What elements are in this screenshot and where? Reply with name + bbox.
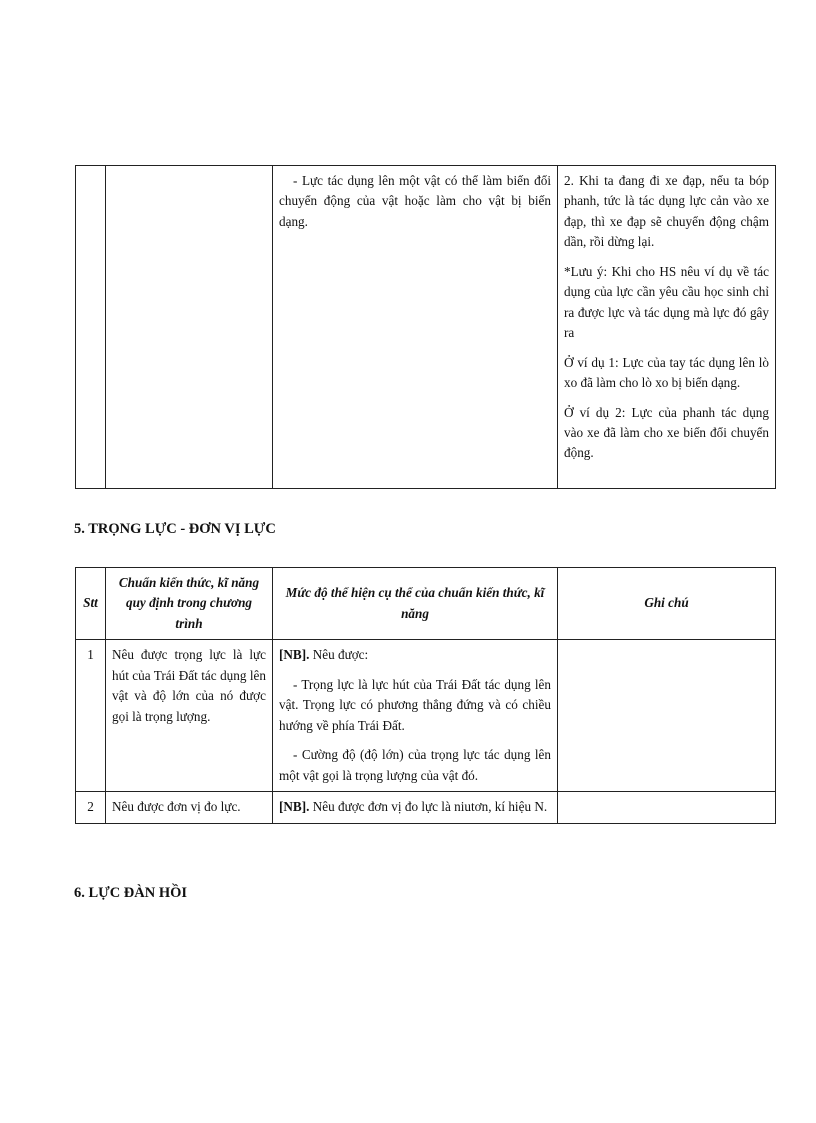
stt-cell: 1 <box>76 640 106 792</box>
level-item: - Cường độ (độ lớn) của trọng lực tác dụng lên một vật gọi là trọng lượng của vật đó. <box>279 747 551 783</box>
level-intro <box>279 645 551 665</box>
continuation-table <box>75 165 776 489</box>
note-paragraph: 2. Khi ta đang đi xe đạp, nếu ta bóp phanh, tức là tác dụng lực cản vào xe đạp, thì xe đạp sẽ chuyển động chậm dần, rồi dừng lại. <box>564 173 769 250</box>
level-lead: Nêu được: <box>312 647 369 663</box>
header-note: Ghi chú <box>558 568 776 640</box>
stt-cell: 2 <box>76 792 106 823</box>
standard-text: Nêu được đơn vị đo lực. <box>112 799 241 815</box>
note-paragraph: Ở ví dụ 2: Lực của phanh tác dụng vào xe đã làm cho xe biến đổi chuyển động. <box>564 404 769 461</box>
table-row <box>76 166 776 489</box>
level-text: - Lực tác dụng lên một vật có thể làm biến đổi chuyển động của vật hoặc làm cho vật bị biến dạng. <box>279 173 551 229</box>
header-level: Mức độ thể hiện cụ thể của chuẩn kiến thức, kĩ năng <box>273 568 558 640</box>
level-cell <box>273 792 558 823</box>
level-lead: Nêu được đơn vị đo lực là niutơn, kí hiệu N. <box>312 799 548 815</box>
standard-cell <box>106 792 273 823</box>
note-cell <box>558 792 776 823</box>
section-5-title: 5. TRỌNG LỰC - ĐƠN VỊ LỰC <box>74 521 276 537</box>
stt-cell <box>76 166 106 489</box>
level-cell <box>273 640 558 792</box>
note-paragraph: Ở ví dụ 1: Lực của tay tác dụng lên lò xo đã làm cho lò xo bị biến dạng. <box>564 354 769 391</box>
table-row <box>76 792 776 823</box>
section-6-title: 6. LỰC ĐÀN HỒI <box>74 885 188 901</box>
header-row <box>76 568 776 640</box>
standard-text: Nêu được trọng lực là lực hút của Trái Đất tác dụng lên vật và độ lớn của nó được gọi là trọng lượng. <box>112 647 266 724</box>
level-tag: [NB]. <box>279 799 310 815</box>
table-row <box>76 640 776 792</box>
header-stt: Stt <box>76 568 106 640</box>
header-standard: Chuẩn kiến thức, kĩ năng quy định trong chương trình <box>106 568 273 640</box>
note-cell <box>558 640 776 792</box>
section-5-table <box>75 567 776 824</box>
level-tag: [NB]. <box>279 647 310 663</box>
note-paragraph: *Lưu ý: Khi cho HS nêu ví dụ về tác dụng của lực cần yêu cầu học sinh chỉ ra được lực và tác dụng mà lực đó gây ra <box>564 263 769 341</box>
note-cell <box>558 166 776 489</box>
standard-cell <box>106 640 273 792</box>
level-item: - Trọng lực là lực hút của Trái Đất tác dụng lên vật. Trọng lực có phương thẳng đứng và có chiều hướng về phía Trái Đất. <box>279 676 551 733</box>
level-cell <box>273 166 558 489</box>
standard-cell <box>106 166 273 489</box>
level-intro <box>279 797 551 817</box>
